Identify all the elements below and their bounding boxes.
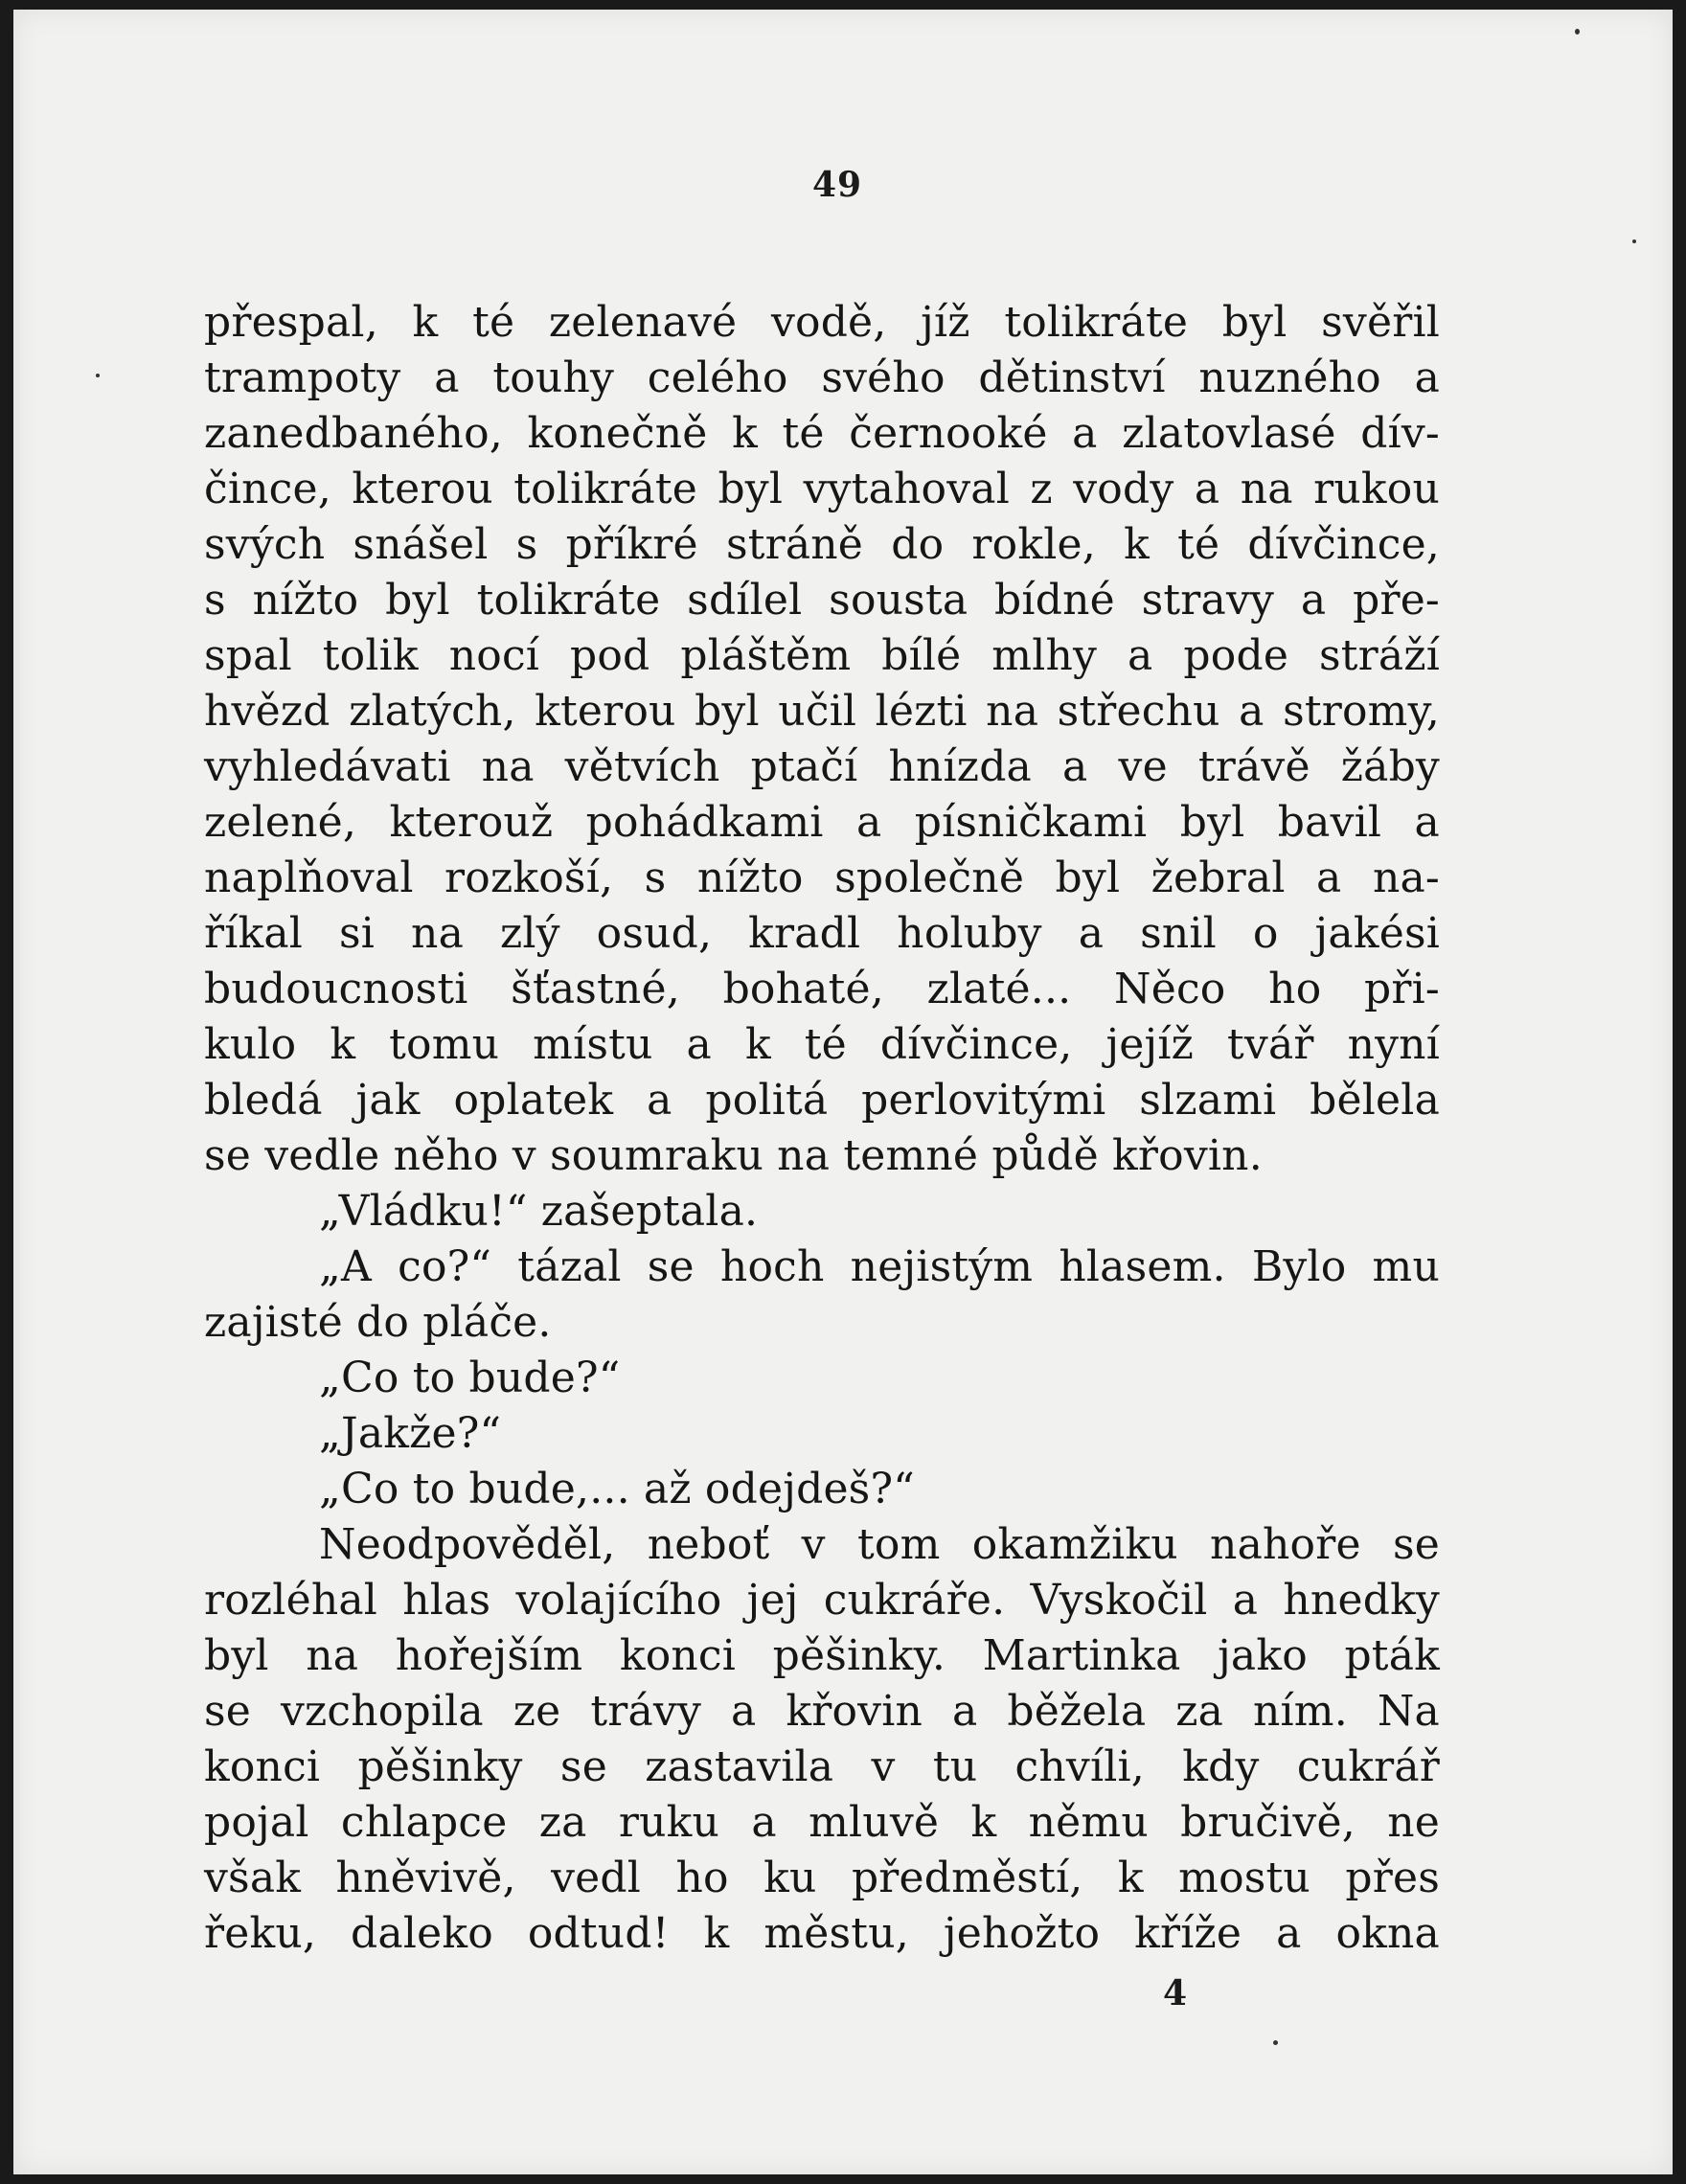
page-number: 49 [811, 165, 863, 205]
text-line: „Vládku!“ zašeptala. [319, 1187, 759, 1236]
book-page [13, 10, 1673, 2174]
text-line: hvězd zlatých, kterou byl učil lézti na střechu a stromy, [204, 687, 1440, 736]
signature-mark: 4 [1163, 1973, 1188, 2013]
text-line: přespal, k té zelenavé vodě, jíž tolikráte byl svěřil [204, 298, 1440, 347]
text-line: budoucnosti šťastné, bohaté, zlaté... Něco ho při- [204, 965, 1440, 1013]
text-line: Neodpověděl, neboť v tom okamžiku nahoře se [319, 1520, 1440, 1569]
text-line: čince, kterou tolikráte byl vytahoval z vody a na rukou [204, 465, 1440, 513]
text-line: říkal si na zlý osud, kradl holuby a snil o jakési [204, 909, 1440, 958]
text-line: kulo k tomu místu a k té dívčince, jejíž tvář nyní [204, 1020, 1440, 1069]
text-line: bledá jak oplatek a politá perlovitými slzami bělela [204, 1076, 1440, 1125]
text-line: konci pěšinky se zastavila v tu chvíli, kdy cukrář [204, 1742, 1440, 1791]
print-speck [1273, 2040, 1278, 2045]
body-text [204, 295, 1440, 1962]
text-line: „Jakže?“ [319, 1409, 502, 1458]
text-line: rozléhal hlas volajícího jej cukráře. Vyskočil a hnedky [204, 1576, 1440, 1625]
text-line: se vedle něho v soumraku na temné půdě křovin. [204, 1131, 1263, 1180]
text-line: však hněvivě, vedl ho ku předměstí, k mostu přes [204, 1854, 1440, 1902]
text-line: byl na hořejším konci pěšinky. Martinka jako pták [204, 1631, 1440, 1680]
text-line: „Co to bude,... až odejdeš?“ [319, 1465, 915, 1513]
text-line: vyhledávati na větvích ptačí hnízda a ve trávě žáby [204, 742, 1440, 791]
text-line: s nížto byl tolikráte sdílel sousta bídné stravy a pře- [204, 576, 1440, 625]
text-line: trampoty a touhy celého svého dětinství nuzného a [204, 353, 1440, 402]
text-line: zanedbaného, konečně k té černooké a zlatovlasé dív- [204, 409, 1440, 458]
print-speck [1575, 29, 1580, 34]
print-speck [1632, 239, 1636, 243]
text-line: pojal chlapce za ruku a mluvě k němu bručivě, ne [204, 1798, 1440, 1847]
text-line: „Co to bude?“ [319, 1354, 621, 1402]
text-line: zajisté do pláče. [204, 1298, 552, 1347]
text-line: se vzchopila ze trávy a křovin a běžela za ním. Na [204, 1687, 1440, 1736]
text-line: zelené, kterouž pohádkami a písničkami byl bavil a [204, 798, 1440, 847]
text-line: řeku, daleko odtud! k městu, jehožto kříže a okna [204, 1909, 1440, 1958]
print-speck [96, 374, 100, 377]
text-line: „A co?“ tázal se hoch nejistým hlasem. Bylo mu [319, 1242, 1440, 1291]
text-line: spal tolik nocí pod pláštěm bílé mlhy a pode stráží [204, 631, 1440, 680]
text-line: svých snášel s příkré stráně do rokle, k té dívčince, [204, 520, 1440, 569]
text-line: naplňoval rozkoší, s nížto společně byl žebral a na- [204, 853, 1440, 902]
